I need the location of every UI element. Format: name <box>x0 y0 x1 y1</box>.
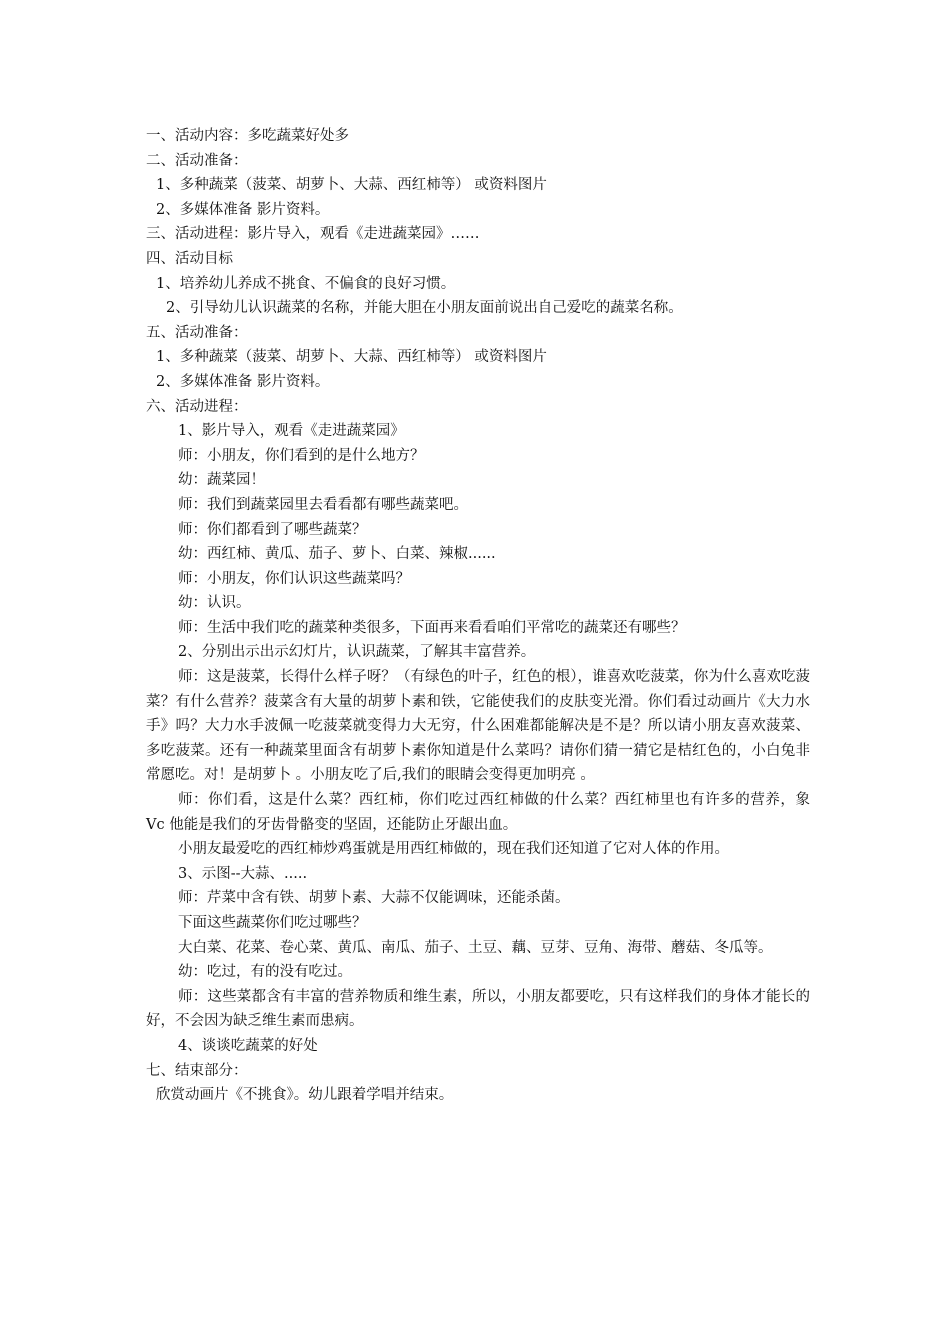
list-item: 2、多媒体准备 影片资料。 <box>156 373 330 390</box>
dialogue-line: 师：我们到蔬菜园里去看看都有哪些蔬菜吧。 <box>178 496 468 513</box>
section-heading-preparation: 二、活动准备： <box>146 152 248 169</box>
step-heading: 3、示图--大蒜、..... <box>178 865 308 882</box>
section-heading-content: 一、活动内容：多吃蔬菜好处多 <box>146 128 349 144</box>
list-item: 1、培养幼儿养成不挑食、不偏食的良好习惯。 <box>156 275 456 292</box>
step-heading: 4、谈谈吃蔬菜的好处 <box>178 1037 318 1054</box>
list-item: 2、引导幼儿认识蔬菜的名称，并能大胆在小朋友面前说出自己爱吃的蔬菜名称。 <box>166 300 683 317</box>
dialogue-line: 大白菜、花菜、卷心菜、黄瓜、南瓜、茄子、土豆、藕、豆芽、豆角、海带、蘑菇、冬瓜等。 <box>178 939 773 956</box>
dialogue-line: 小朋友最爱吃的西红柿炒鸡蛋就是用西红柿做的，现在我们还知道了它对人体的作用。 <box>178 841 729 858</box>
dialogue-line: 幼：蔬菜园！ <box>178 472 265 489</box>
dialogue-line: 幼：西红柿、黄瓜、茄子、萝卜、白菜、辣椒...... <box>178 546 496 563</box>
list-item: 2、多媒体准备 影片资料。 <box>156 201 330 218</box>
paragraph-tomato: 师：你们看，这是什么菜？西红柿，你们吃过西红柿做的什么菜？西红柿里也有许多的营养，象 Vc 他能是我们的牙齿骨骼变的坚固，还能防止牙龈出血。 <box>146 792 810 833</box>
section-heading-goals: 四、活动目标 <box>146 250 233 267</box>
dialogue-line: 幼：认识。 <box>178 595 251 612</box>
step-heading: 1、影片导入，观看《走进蔬菜园》 <box>178 423 405 440</box>
section-heading-ending: 七、结束部分： <box>146 1062 248 1079</box>
dialogue-line: 师：芹菜中含有铁、胡萝卜素、大蒜不仅能调味，还能杀菌。 <box>178 890 570 907</box>
paragraph-spinach: 师：这是菠菜，长得什么样子呀？（有绿色的叶子，红色的根），谁喜欢吃菠菜，你为什么喜欢吃菠菜？有什么营养？菠菜含有大量的胡萝卜素和铁，它能使我们的皮肤变光滑。你们看过动画片《大力水手》吗？大力水手波佩一吃菠菜就变得力大无穷，什么困难都能解决是不是？所以请小朋友喜欢菠菜、多吃菠菜。还有一种蔬菜里面含有胡萝卜素你知道是什么菜吗？请你们猜一猜它是桔红色的，小白兔非常愿吃。对！是胡萝卜 。小朋友吃了后,我们的眼睛会变得更加明亮 。 <box>146 669 810 784</box>
document-body <box>146 124 810 1108</box>
list-item: 1、多种蔬菜（菠菜、胡萝卜、大蒜、西红柿等） 或资料图片 <box>156 349 547 366</box>
section-heading-process: 三、活动进程：影片导入，观看《走进蔬菜园》…… <box>146 226 480 243</box>
section-heading-process-2: 六、活动进程： <box>146 398 248 415</box>
dialogue-line: 下面这些蔬菜你们吃过哪些？ <box>178 915 367 931</box>
dialogue-line: 师：小朋友，你们认识这些蔬菜吗？ <box>178 570 410 587</box>
dialogue-line: 师：你们都看到了哪些蔬菜？ <box>178 521 367 538</box>
paragraph-nutrition: 师：这些菜都含有丰富的营养物质和维生素，所以，小朋友都要吃，只有这样我们的身体才能长的好，不会因为缺乏维生素而患病。 <box>146 988 810 1030</box>
step-heading: 2、分别出示出示幻灯片，认识蔬菜，了解其丰富营养。 <box>178 644 536 661</box>
list-item: 1、多种蔬菜（菠菜、胡萝卜、大蒜、西红柿等） 或资料图片 <box>156 177 547 194</box>
closing-line: 欣赏动画片《不挑食》。幼儿跟着学唱并结束。 <box>156 1087 454 1104</box>
dialogue-line: 师：生活中我们吃的蔬菜种类很多，下面再来看看咱们平常吃的蔬菜还有哪些？ <box>178 619 686 636</box>
section-heading-preparation-2: 五、活动准备： <box>146 324 248 341</box>
dialogue-line: 师：小朋友，你们看到的是什么地方？ <box>178 447 425 464</box>
dialogue-line: 幼：吃过，有的没有吃过。 <box>178 964 352 981</box>
